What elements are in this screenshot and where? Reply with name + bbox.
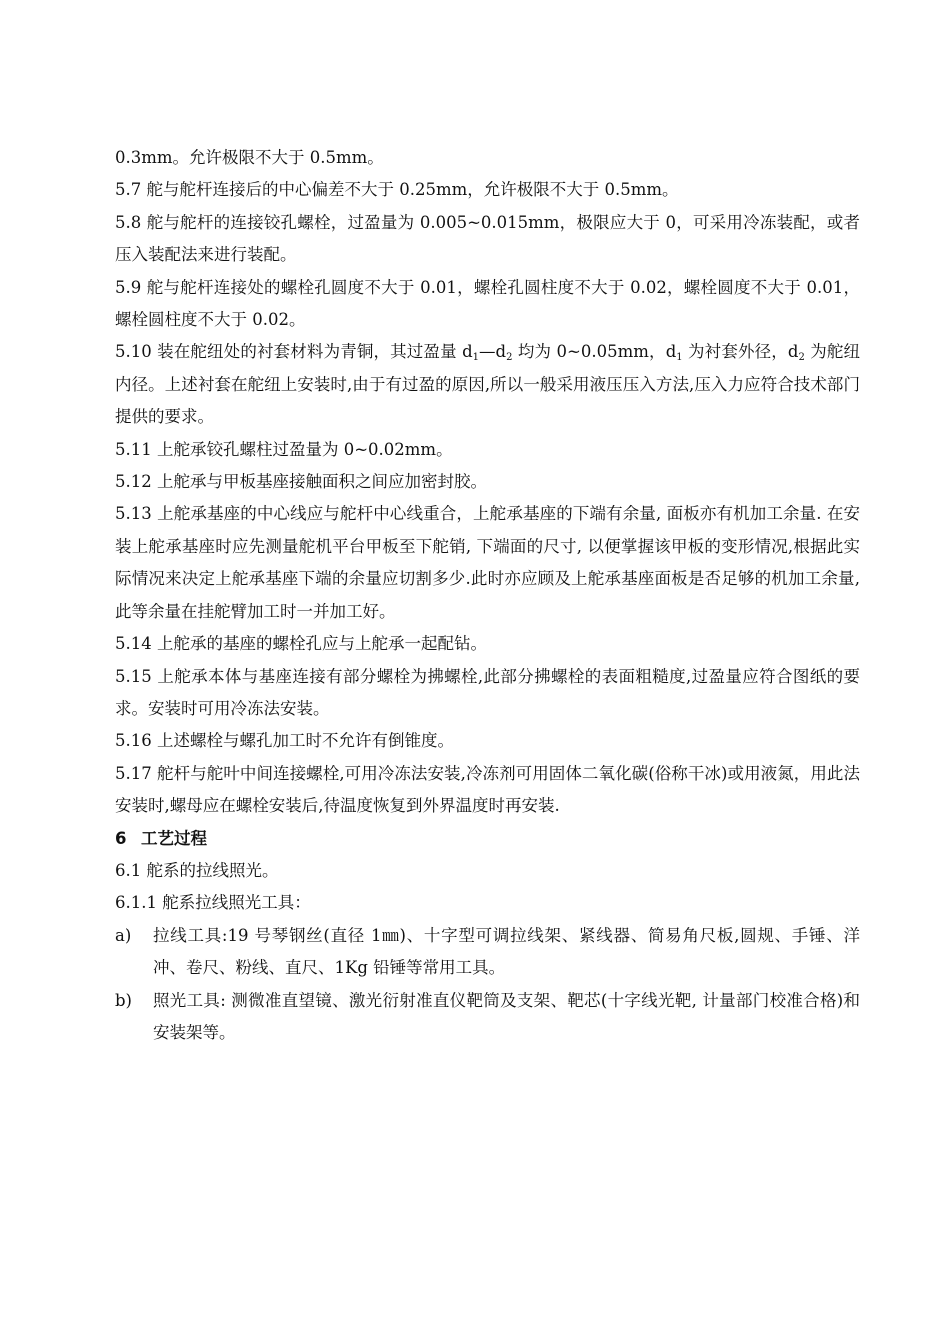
paragraph-5-10-mid: 均为 0~0.05mm，d: [512, 342, 677, 362]
paragraph-5-12: 5.12 上舵承与甲板基座接触面积之间应加密封胶。: [115, 472, 487, 492]
list-item-text: 照光工具: 测微准直望镜、激光衍射准直仪靶筒及支架、靶芯(十字线光靶, 计量部门校准合格)和安装架等。: [153, 990, 860, 1042]
paragraph-6-1-1: 6.1.1 舵系拉线照光工具：: [115, 893, 311, 913]
document-body: [115, 142, 860, 1049]
subscript: 1: [472, 352, 480, 364]
paragraph-6-1: 6.1 舵系的拉线照光。: [115, 860, 279, 880]
paragraph-5-13: 5.13 上舵承基座的中心线应与舵杆中心线重合，上舵承基座的下端有余量, 面板亦有机加工余量. 在安装上舵承基座时应先测量舵机平台甲板至下舵销, 下端面的尺寸, 以便掌握该甲板的变形情况,根据此实际情况来决定上舵承基座下端的余量应切割多少.此时亦应顾及上舵承基座面板是否足够的机加工余量,此等余量在挂舵臂加工时一并加工好。: [115, 504, 860, 621]
paragraph-5-16: 5.16 上述螺栓与螺孔加工时不允许有倒锥度。: [115, 731, 454, 751]
paragraph-5-10: [115, 336, 860, 433]
subscript: 1: [676, 352, 683, 364]
paragraph-5-10-rest: 为舵纽内径。上述衬套在舵纽上安装时,由于有过盈的原因,所以一般采用液压压入方法,压入力应符合技术部门提供的要求。: [115, 342, 861, 427]
paragraph-5-9: 5.9 舵与舵杆连接处的螺栓孔圆度不大于 0.01，螺栓孔圆柱度不大于 0.02，螺栓圆度不大于 0.01，螺栓圆柱度不大于 0.02。: [115, 277, 860, 330]
list-item-a: [115, 920, 860, 985]
paragraph-5-11: 5.11 上舵承铰孔螺柱过盈量为 0~0.02mm。: [115, 439, 453, 459]
list-marker: b): [115, 990, 132, 1010]
section-heading-6: [115, 823, 860, 855]
subscript: 2: [798, 352, 805, 364]
paragraph-5-10-dash: —d: [479, 342, 507, 362]
paragraph-5-10-mid: 为衬套外径，d: [682, 342, 799, 362]
paragraph-5-15: 5.15 上舵承本体与基座连接有部分螺栓为拂螺栓,此部分拂螺栓的表面粗糙度,过盈量应符合图纸的要求。安装时可用冷冻法安装。: [115, 666, 860, 718]
list-marker: a): [115, 925, 132, 945]
paragraph-5-7: 5.7 舵与舵杆连接后的中心偏差不大于 0.25mm，允许极限不大于 0.5mm。: [115, 180, 679, 200]
paragraph-5-17: 5.17 舵杆与舵叶中间连接螺栓,可用冷冻法安装,冷冻剂可用固体二氧化碳(俗称干冰)或用液氮，用此法安装时,螺母应在螺栓安装后,待温度恢复到外界温度时再安装.: [115, 763, 860, 816]
section-number: 6: [115, 828, 127, 848]
list-item-text: 拉线工具:19 号琴钢丝(直径 1㎜)、十字型可调拉线架、紧线器、简易角尺板,圆规、手锤、洋冲、卷尺、粉线、直尺、1Kg 铅锤等常用工具。: [153, 925, 860, 978]
paragraph-5-14: 5.14 上舵承的基座的螺栓孔应与上舵承一起配钻。: [115, 634, 487, 654]
paragraph-5-8: 5.8 舵与舵杆的连接铰孔螺栓，过盈量为 0.005~0.015mm，极限应大于 0，可采用冷冻装配，或者压入装配法来进行装配。: [115, 212, 860, 265]
paragraph-5-10-prefix: 5.10 装在舵纽处的衬套材料为青铜，其过盈量 d: [115, 342, 473, 362]
list-item-b: [115, 985, 860, 1050]
paragraph-5-6-continuation: 0.3mm。允许极限不大于 0.5mm。: [115, 148, 384, 167]
section-title: 工艺过程: [141, 828, 207, 848]
subscript: 2: [506, 352, 513, 364]
